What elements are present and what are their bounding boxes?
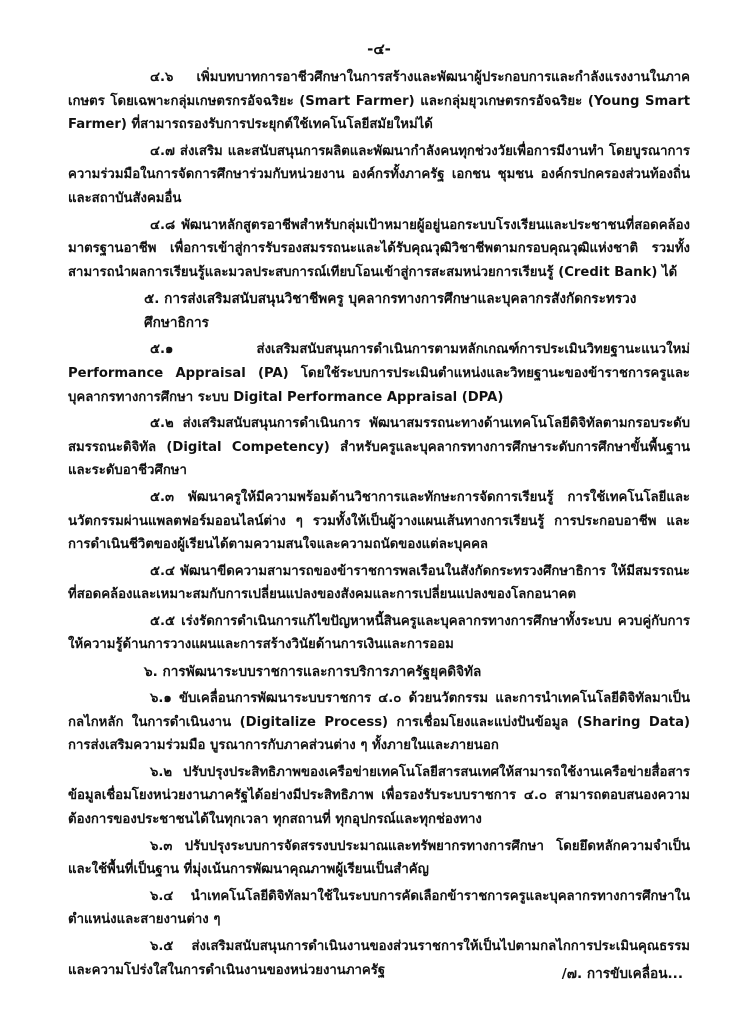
- paragraph-5-2: [68, 412, 690, 483]
- paragraph-text: ๕.๕ เร่งรัดการดำเนินการแก้ไขปัญหาหนี้สินครูและบุคลากรทางการศึกษาทั้งระบบ ควบคู่กับการให้ความรู้ด้านการวางแผนและการสร้างวินัยด้านการเงินและการออม: [68, 613, 690, 653]
- paragraph-text: ๔.๘ พัฒนาหลักสูตรอาชีพสำหรับกลุ่มเป้าหมายผู้อยู่นอกระบบโรงเรียนและประชาชนที่สอดคล้องมาตรฐานอาชีพ เพื่อการเข้าสู่การรับรองสมรรถนะและได้รับคุณวุฒิวิชาชีพตามกรอบคุณวุฒิแห่งชาติ รวมทั้งสามารถนำผลการเรียนรู้และมวลประสบการณ์เทียบโอนเข้าสู่การสะสมหน่วยการเรียนรู้ (Credit Bank) ได้: [68, 217, 690, 280]
- paragraph-6-3: [68, 835, 690, 882]
- paragraph-text: ๖.๒ ปรับปรุงประสิทธิภาพของเครือข่ายเทคโนโลยีสารสนเทศให้สามารถใช้งานเครือข่ายสื่อสารข้อมูลเชื่อมโยงหน่วยงานภาครัฐได้อย่างมีประสิทธิภาพ เพื่อรองรับระบบราชการ ๔.๐ สามารถตอบสนองความต้องการของประชาชนได้ในทุกเวลา ทุกสถานที่ ทุกอุปกรณ์และทุกช่องทาง: [68, 764, 690, 828]
- paragraph-5-1: [68, 338, 690, 409]
- paragraph-text: ๕.๑ ส่งเสริมสนับสนุนการดำเนินการตามหลักเกณฑ์การประเมินวิทยฐานะแนวใหม่ Performance Appraisal (PA) โดยใช้ระบบการประเมินตำแหน่งและวิทยฐานะของข้าราชการครูและบุคลากรทางการศึกษา ระบบ Digital Performance Appraisal (DPA): [68, 342, 690, 405]
- paragraph-text: ๕.๓ พัฒนาครูให้มีความพร้อมด้านวิชาการและทักษะการจัดการเรียนรู้ การใช้เทคโนโลยีและนวัตกรรมผ่านแพลตฟอร์มออนไลน์ต่าง ๆ รวมทั้งให้เป็นผู้วางแผนเส้นทางการเรียนรู้ การประกอบอาชีพ และการดำเนินชีวิตของผู้เรียนได้ตามความสนใจและความถนัดของแต่ละบุคคล: [68, 489, 690, 553]
- page-number: -๔-: [367, 40, 391, 58]
- section-heading-6: ๖. การพัฒนาระบบราชการและการบริการภาครัฐยุคดิจิทัล: [144, 664, 482, 681]
- paragraph-4-7: [68, 140, 690, 211]
- paragraph-text: ๖.๔ นำเทคโนโลยีดิจิทัลมาใช้ในระบบการคัดเลือกข้าราชการครูและบุคลากรทางการศึกษาในตำแหน่งและสายงานต่าง ๆ: [68, 888, 690, 928]
- paragraph-text: ๖.๕ ส่งเสริมสนับสนุนการดำเนินงานของส่วนราชการให้เป็นไปตามกลไกการประเมินคุณธรรมและความโปร่งใสในการดำเนินงานของหน่วยงานภาครัฐ: [68, 939, 690, 978]
- paragraph-5-4: [68, 560, 690, 607]
- paragraph-text: ๖.๑ ขับเคลื่อนการพัฒนาระบบราชการ ๔.๐ ด้วยนวัตกรรม และการนำเทคโนโลยีดิจิทัลมาเป็นกลไกหลัก ในการดำเนินงาน (Digitalize Process) การเชื่อมโยงและแบ่งปันข้อมูล (Sharing Data) การส่งเสริมความร่วมมือ บูรณาการกับภาคส่วนต่าง ๆ ทั้งภายในและภายนอก: [68, 691, 690, 754]
- paragraph-text: ๔.๗ ส่งเสริม และสนับสนุนการผลิตและพัฒนากำลังคนทุกช่วงวัยเพื่อการมีงานทำ โดยบูรณาการความร่วมมือในการจัดการศึกษาร่วมกับหน่วยงาน องค์กรทั้งภาครัฐ เอกชน ชุมชน องค์กรปกครองส่วนท้องถิ่น และสถาบันสังคมอื่น: [68, 143, 690, 206]
- paragraph-5-3: [68, 486, 690, 557]
- continuation-footer: /๗. การขับเคลื่อน...: [561, 966, 683, 982]
- paragraph-6-1: [68, 687, 690, 758]
- paragraph-4-6: [68, 66, 690, 137]
- paragraph-5-5: [68, 610, 690, 657]
- paragraph-text: ๕.๒ ส่งเสริมสนับสนุนการดำเนินการ พัฒนาสมรรถนะทางด้านเทคโนโลยีดิจิทัลตามกรอบระดับสมรรถนะดิจิทัล (Digital Competency) สำหรับครูและบุคลากรทางการศึกษาระดับการศึกษาขั้นพื้นฐานและระดับอาชีวศึกษา: [68, 416, 690, 479]
- section-heading-5: ๕. การส่งเสริมสนับสนุนวิชาชีพครู บุคลากรทางการศึกษาและบุคลากรสังกัดกระทรวงศึกษาธิการ: [144, 291, 637, 332]
- paragraph-6-4: [68, 885, 690, 932]
- paragraph-text: ๕.๔ พัฒนาขีดความสามารถของข้าราชการพลเรือนในสังกัดกระทรวงศึกษาธิการ ให้มีสมรรถนะที่สอดคล้องและเหมาะสมกับการเปลี่ยนแปลงของสังคมและการเปลี่ยนแปลงของโลกอนาคต: [68, 563, 690, 603]
- paragraph-4-8: [68, 214, 690, 285]
- paragraph-text: ๔.๖ เพิ่มบทบาทการอาชีวศึกษาในการสร้างและพัฒนาผู้ประกอบการและกำลังแรงงานในภาคเกษตร โดยเฉพาะกลุ่มเกษตรกรอัจฉริยะ (Smart Farmer) และกลุ่มยุวเกษตรกรอัจฉริยะ (Young Smart Farmer) ที่สามารถรองรับการประยุกต์ใช้เทคโนโลยีสมัยใหม่ได้: [68, 70, 690, 133]
- paragraph-6-2: [68, 761, 690, 832]
- paragraph-text: ๖.๓ ปรับปรุงระบบการจัดสรรงบประมาณและทรัพยากรทางการศึกษา โดยยึดหลักความจำเป็นและใช้พื้นที่เป็นฐาน ที่มุ่งเน้นการพัฒนาคุณภาพผู้เรียนเป็นสำคัญ: [68, 838, 690, 878]
